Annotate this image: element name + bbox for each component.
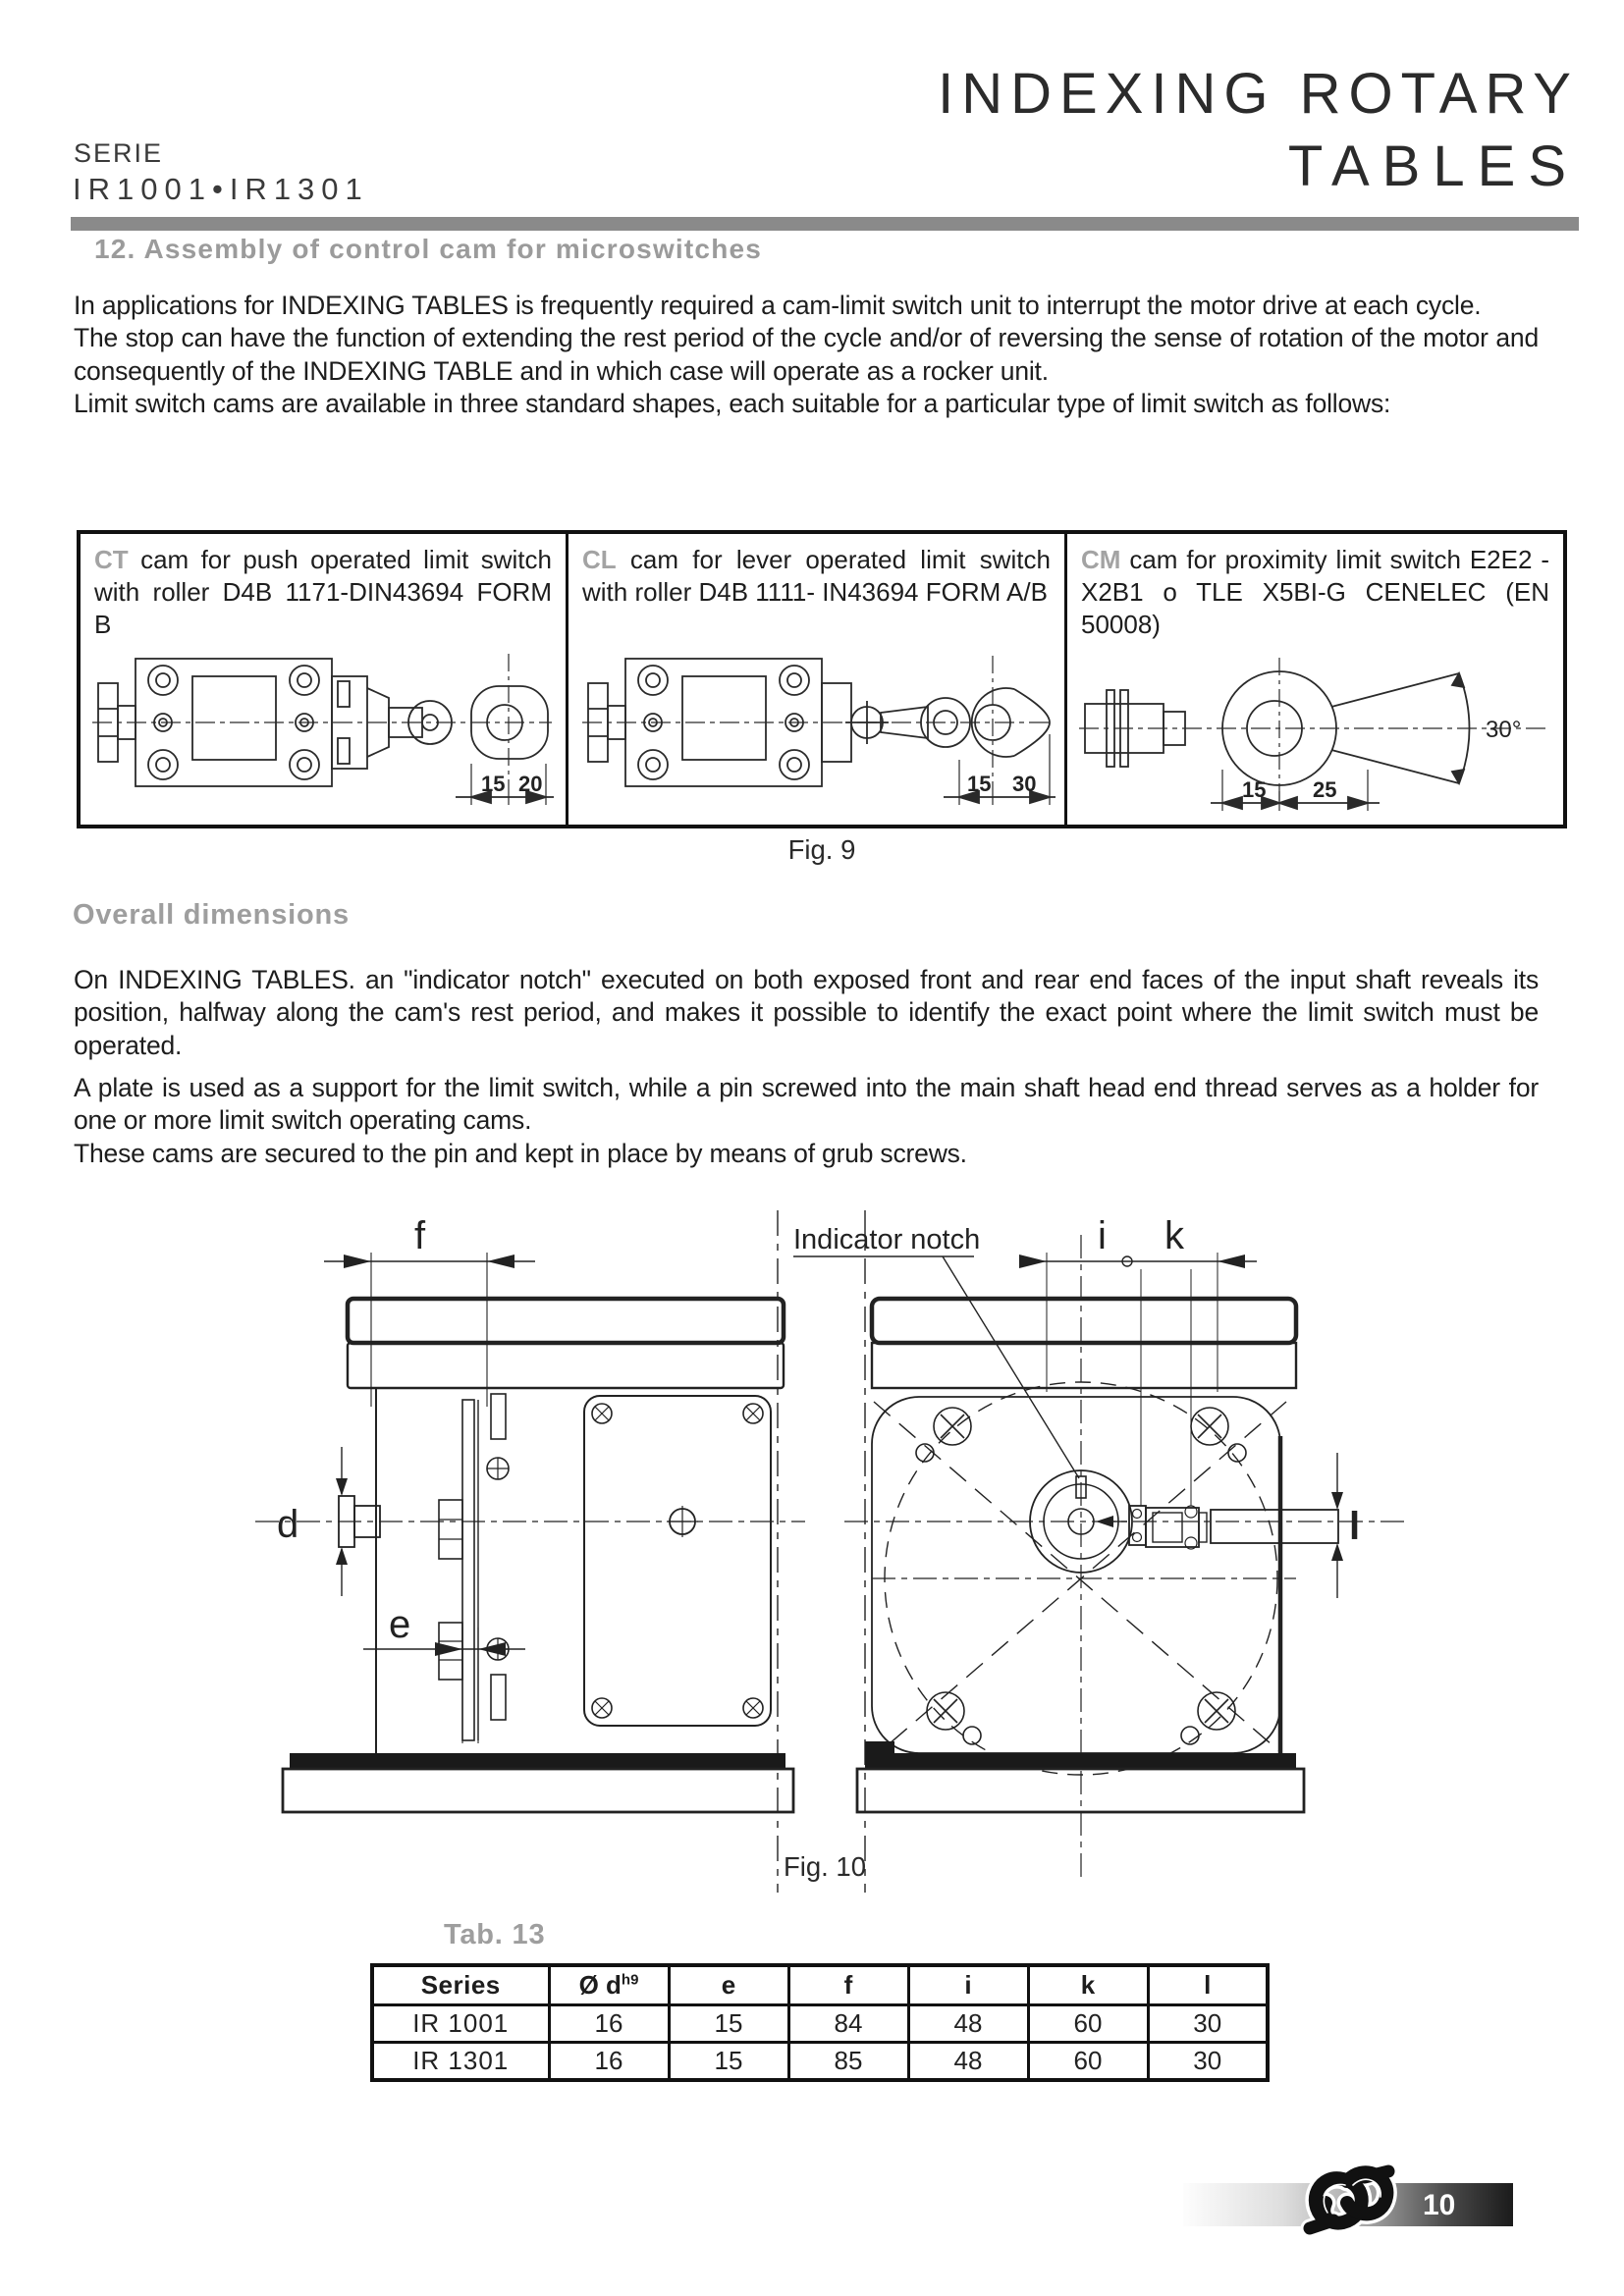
fig9-cell-cm-text: CM cam for proximity limit switch E2E2 - X2B1 o TLE X5BI-G CENELEC (EN 50008) <box>1081 545 1549 639</box>
dim-label-l: l <box>1349 1505 1361 1548</box>
col-header-f: f <box>788 1965 908 2005</box>
dim-label-k: k <box>1164 1214 1184 1257</box>
section-heading: 12. Assembly of control cam for microswitches <box>94 234 763 264</box>
intro-text <box>74 290 1539 421</box>
page-title-line1: INDEXING ROTARY <box>938 62 1579 126</box>
ct-cam-drawing-icon <box>84 632 556 821</box>
fig9-cell-ct-text: CT cam for push operated limit switch with roller D4B 1171-DIN43694 FORM B <box>94 545 552 639</box>
fig10-caption: Fig. 10 <box>783 1851 867 1882</box>
dim-label-i: i <box>1098 1214 1107 1257</box>
svg-text:15: 15 <box>967 772 992 796</box>
series-cell: IR 1001 <box>372 2005 549 2043</box>
header-divider-bar <box>71 217 1579 231</box>
dim-label-f: f <box>414 1214 426 1257</box>
overall-text-2 <box>74 1072 1539 1170</box>
intro-paragraph: The stop can have the function of extending the rest period of the cycle and/or of reversing the sense of rotation of the motor and consequently of the INDEXING TABLE and in which case will operate as a rocker unit. <box>74 323 1539 386</box>
overall-dimensions-heading: Overall dimensions <box>73 899 350 931</box>
svg-text:30: 30 <box>1012 772 1037 796</box>
indicator-notch-label: Indicator notch <box>793 1224 981 1255</box>
col-header-k: k <box>1028 1965 1148 2005</box>
fig9-caption: Fig. 9 <box>787 834 856 865</box>
svg-text:15: 15 <box>1242 777 1267 802</box>
series-cell: IR 1301 <box>372 2043 549 2081</box>
col-header-l: l <box>1148 1965 1268 2005</box>
overall-paragraph: A plate is used as a support for the limit switch, while a pin screwed into the main shaft head end thread serves as a holder for one or more limit switch operating cams. <box>74 1073 1539 1136</box>
overall-text-1 <box>74 964 1539 1062</box>
col-header-d: Ø $d^{h9}$ <box>549 1965 669 2005</box>
series-code: IR1001•IR1301 <box>73 172 369 206</box>
fig9-cam-types-box <box>77 530 1567 828</box>
table-row: IR 1001 16 15 84 48 60 30 <box>372 2005 1268 2043</box>
intro-paragraph: In applications for INDEXING TABLES is frequently required a cam-limit switch unit to interrupt the motor drive at each cycle. <box>74 291 1482 320</box>
col-header-e: e <box>669 1965 788 2005</box>
fig9-cell-cl-text: CL cam for lever operated limit switch with roller D4B 1111- IN43694 FORM A/B <box>582 545 1051 607</box>
fig10-overall-dimensions-drawing <box>196 1205 1512 1897</box>
svg-text:20: 20 <box>518 772 543 796</box>
page-number: 10 <box>1423 2189 1456 2221</box>
intro-paragraph: Limit switch cams are available in three standard shapes, each suitable for a particular type of limit switch as follows: <box>74 389 1391 419</box>
cm-cam-drawing-icon <box>1073 644 1556 821</box>
col-header-i: i <box>908 1965 1028 2005</box>
company-logo-knot-icon <box>1294 2156 1404 2246</box>
svg-text:15: 15 <box>481 772 506 796</box>
tab13-heading: Tab. 13 <box>444 1919 546 1950</box>
dim-label-e: e <box>389 1603 411 1646</box>
cam-label-ct: CT <box>94 545 129 574</box>
cam-label-cm: CM <box>1081 545 1121 574</box>
cam-label-cl: CL <box>582 545 617 574</box>
tab13-table <box>370 1963 1270 2082</box>
overall-paragraph: These cams are secured to the pin and kept in place by means of grub screws. <box>74 1138 967 1168</box>
table-row: IR 1301 16 15 85 48 60 30 <box>372 2043 1268 2081</box>
svg-text:25: 25 <box>1313 777 1337 802</box>
col-header-series: Series <box>372 1965 549 2005</box>
fig9-cell-ct <box>81 534 566 825</box>
table-header-row <box>372 1965 1268 2005</box>
overall-paragraph: On INDEXING TABLES. an "indicator notch" executed on both exposed front and rear end faces of the input shaft reveals its position, halfway along the cam's rest period, and makes it possible to identify the exact point where the limit switch must be operated. <box>74 965 1539 1060</box>
serie-label: SERIE <box>74 138 164 168</box>
fig9-cell-cl <box>566 534 1064 825</box>
page-title-line2: TABLES <box>1287 134 1579 198</box>
svg-text:30°: 30° <box>1486 717 1522 743</box>
cl-cam-drawing-icon <box>574 632 1057 821</box>
dim-label-d: d <box>277 1503 299 1546</box>
fig9-cell-cm <box>1064 534 1563 825</box>
